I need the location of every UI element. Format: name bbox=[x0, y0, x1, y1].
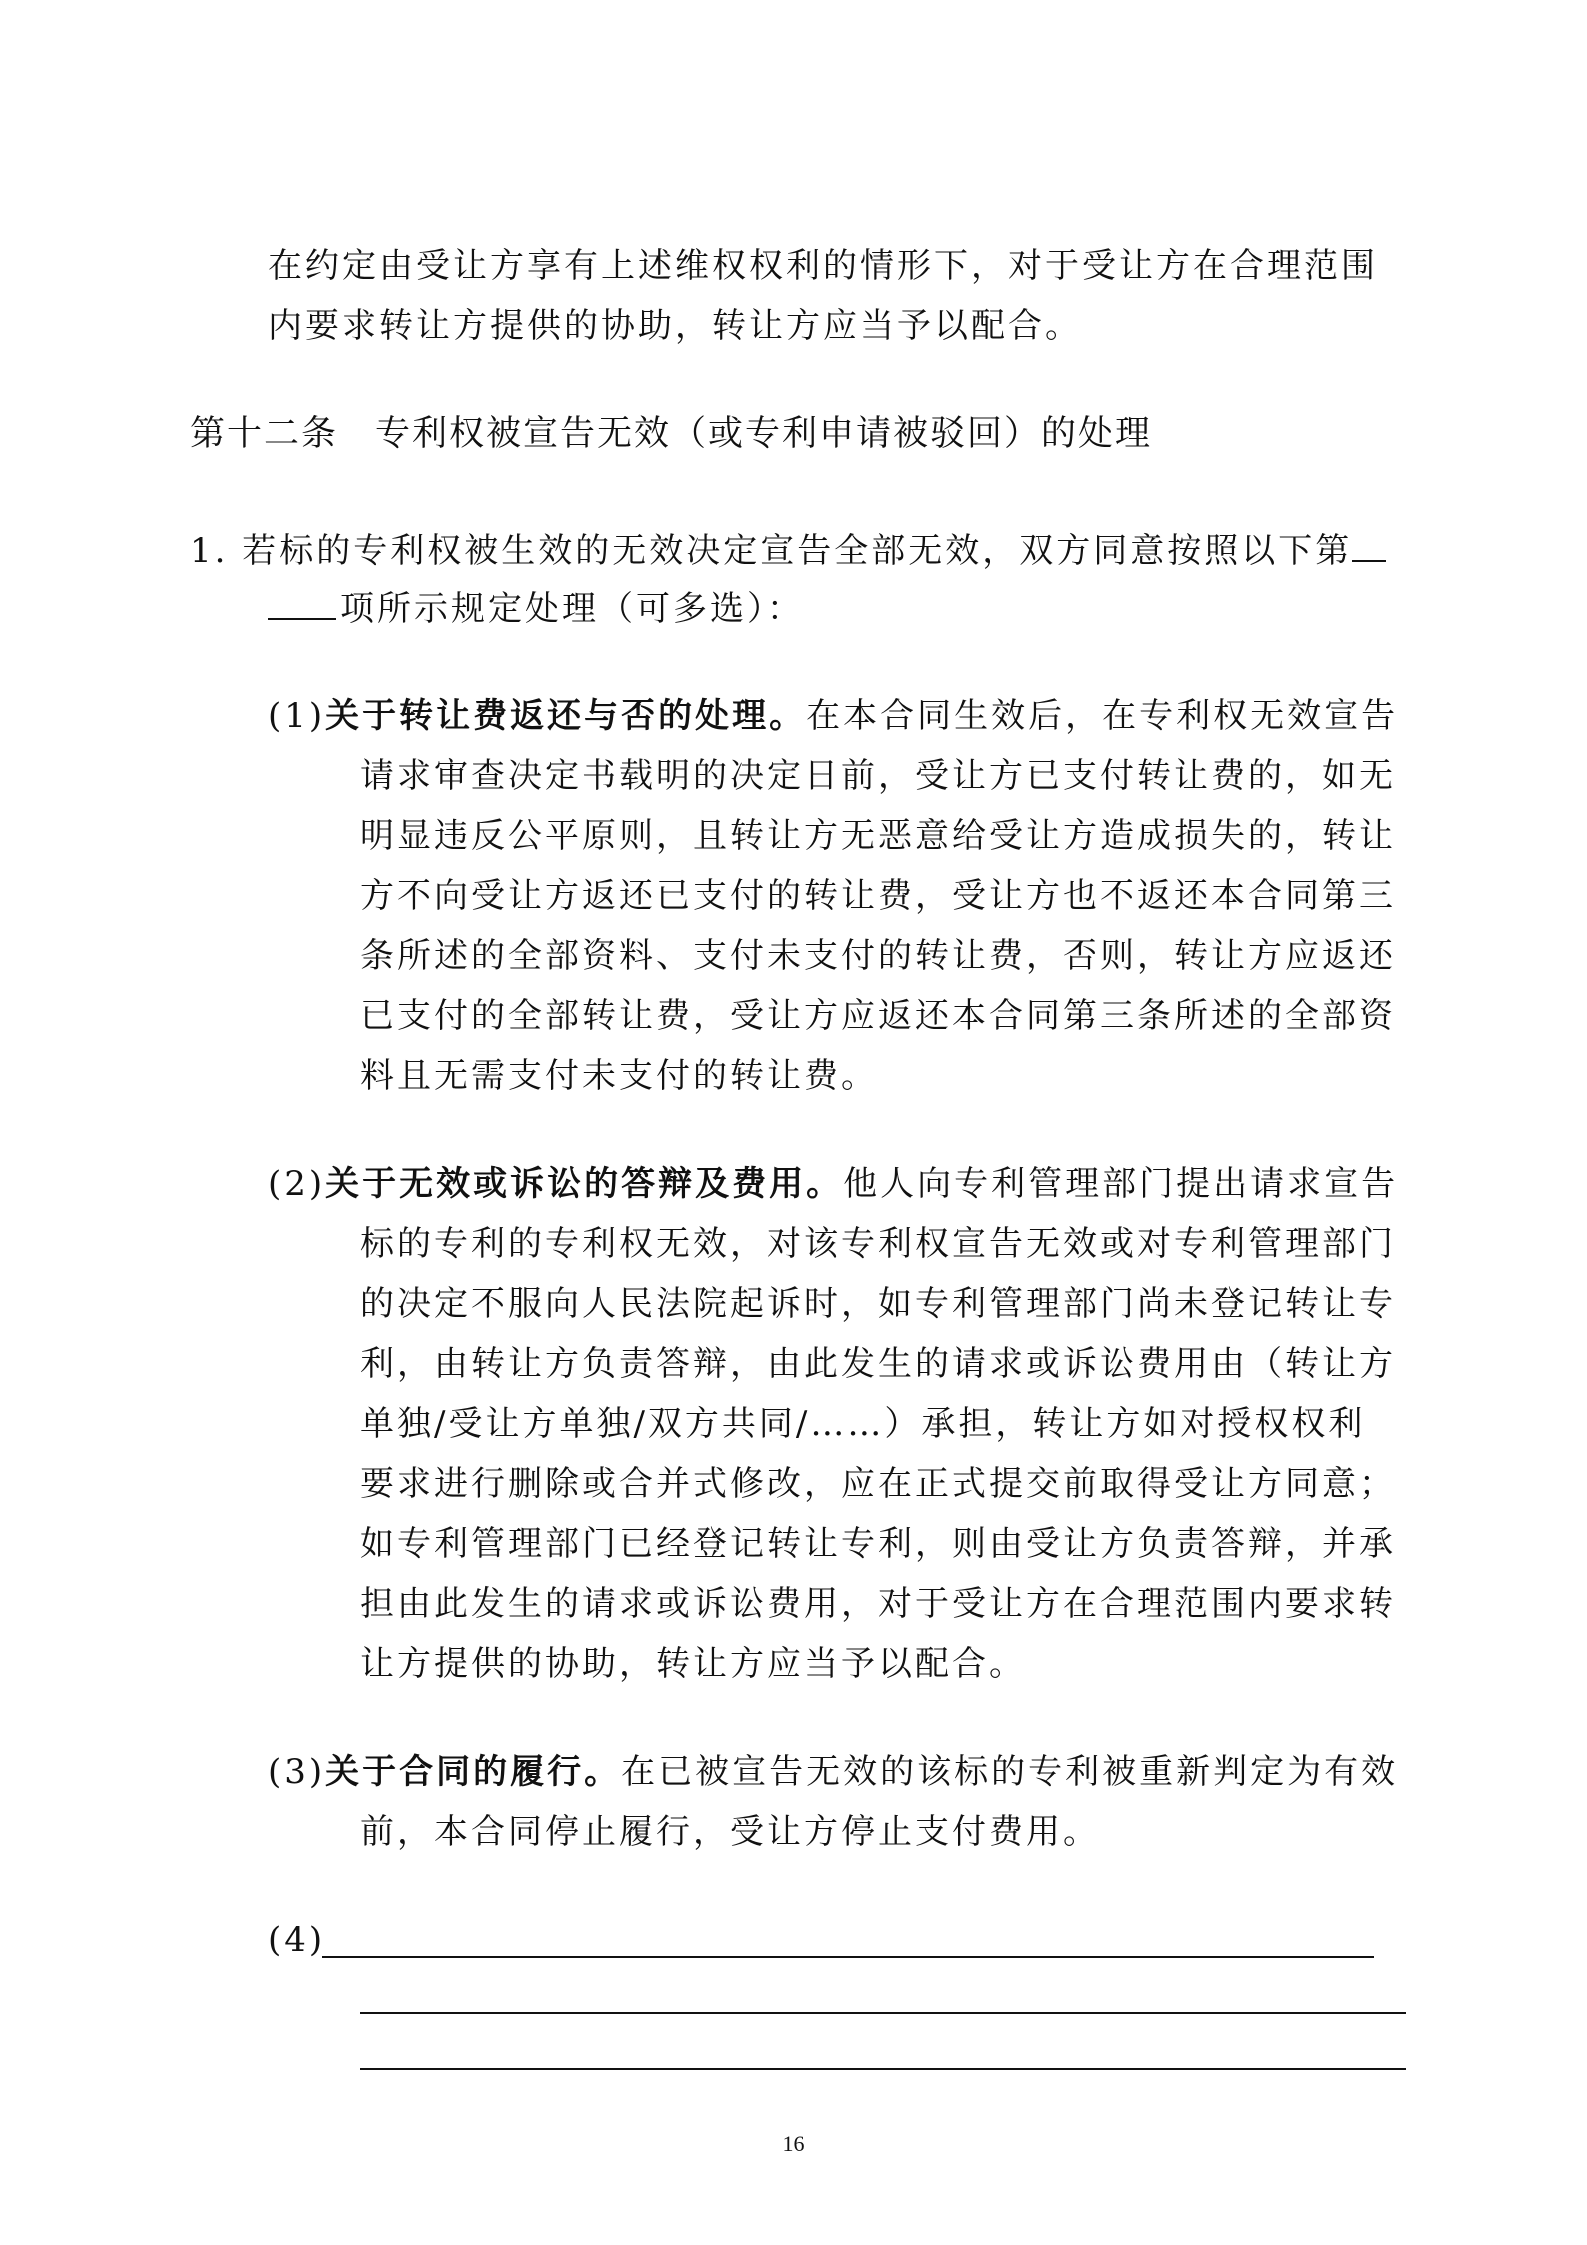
item-2-line: 利，由转让方负责答辩，由此发生的请求或诉讼费用由（转让方 bbox=[360, 1344, 1396, 1384]
clause-1-line-2 bbox=[268, 588, 804, 629]
item-2-text: 他人向专利管理部门提出请求宣告 bbox=[843, 1164, 1399, 1204]
item-2-line: 要求进行删除或合并式修改，应在正式提交前取得受让方同意； bbox=[360, 1464, 1396, 1504]
item-3-text: 在已被宣告无效的该标的专利被重新判定为有效 bbox=[621, 1752, 1399, 1792]
clause-1-text-cont: 项所示规定处理（可多选）： bbox=[340, 589, 804, 629]
item-1-line: 明显违反公平原则，且转让方无恶意给受让方造成损失的，转让 bbox=[360, 816, 1396, 856]
clause-1-text: 1. 若标的专利权被生效的无效决定宣告全部无效，双方同意按照以下第 bbox=[190, 531, 1353, 571]
item-3-line: 前，本合同停止履行，受让方停止支付费用。 bbox=[360, 1812, 1100, 1852]
item-2-line: 的决定不服向人民法院起诉时，如专利管理部门尚未登记转让专 bbox=[360, 1284, 1396, 1324]
item-2-line: 让方提供的协助，转让方应当予以配合。 bbox=[360, 1644, 1026, 1684]
item-1-line: 条所述的全部资料、支付未支付的转让费，否则，转让方应返还 bbox=[360, 936, 1396, 976]
item-3-first-line bbox=[268, 1752, 1398, 1792]
intro-line-2: 内要求转让方提供的协助，转让方应当予以配合。 bbox=[268, 306, 1082, 346]
item-1-line: 已支付的全部转让费，受让方应返还本合同第三条所述的全部资 bbox=[360, 996, 1396, 1036]
item-4-blank-line-2 bbox=[360, 2012, 1406, 2014]
item-2-number: (2) bbox=[268, 1164, 326, 1204]
item-1-number: (1) bbox=[268, 696, 326, 736]
item-3-heading: 关于合同的履行。 bbox=[325, 1752, 622, 1792]
option-number-blank-start bbox=[1352, 530, 1386, 562]
intro-line-1: 在约定由受让方享有上述维权权利的情形下，对于受让方在合理范围 bbox=[268, 246, 1378, 286]
item-1-text: 在本合同生效后，在专利权无效宣告 bbox=[806, 696, 1399, 736]
item-2-line: 如专利管理部门已经登记转让专利，则由受让方负责答辩，并承 bbox=[360, 1524, 1396, 1564]
item-1-first-line bbox=[268, 696, 1398, 736]
item-2-first-line bbox=[268, 1164, 1398, 1204]
item-3-number: (3) bbox=[268, 1752, 326, 1792]
option-number-blank-end bbox=[268, 588, 336, 620]
clause-1-line-1 bbox=[190, 530, 1386, 571]
item-1-line: 请求审查决定书载明的决定日前，受让方已支付转让费的，如无 bbox=[360, 756, 1396, 796]
page-number: 16 bbox=[782, 2131, 805, 2156]
item-1-heading: 关于转让费返还与否的处理。 bbox=[325, 696, 807, 736]
item-1-line: 料且无需支付未支付的转让费。 bbox=[360, 1056, 878, 1096]
item-4-blank-line-3 bbox=[360, 2068, 1406, 2070]
item-2-line: 担由此发生的请求或诉讼费用，对于受让方在合理范围内要求转 bbox=[360, 1584, 1396, 1624]
article-12-heading: 第十二条 专利权被宣告无效（或专利申请被驳回）的处理 bbox=[190, 414, 1153, 454]
item-2-line: 单独/受让方单独/双方共同/……）承担，转让方如对授权权利 bbox=[360, 1404, 1366, 1444]
item-4-number: (4) bbox=[268, 1920, 326, 1960]
item-4-blank-line-1 bbox=[322, 1956, 1374, 1958]
item-2-line: 标的专利的专利权无效，对该专利权宣告无效或对专利管理部门 bbox=[360, 1224, 1396, 1264]
item-1-line: 方不向受让方返还已支付的转让费，受让方也不返还本合同第三 bbox=[360, 876, 1396, 916]
item-2-heading: 关于无效或诉讼的答辩及费用。 bbox=[325, 1164, 844, 1204]
